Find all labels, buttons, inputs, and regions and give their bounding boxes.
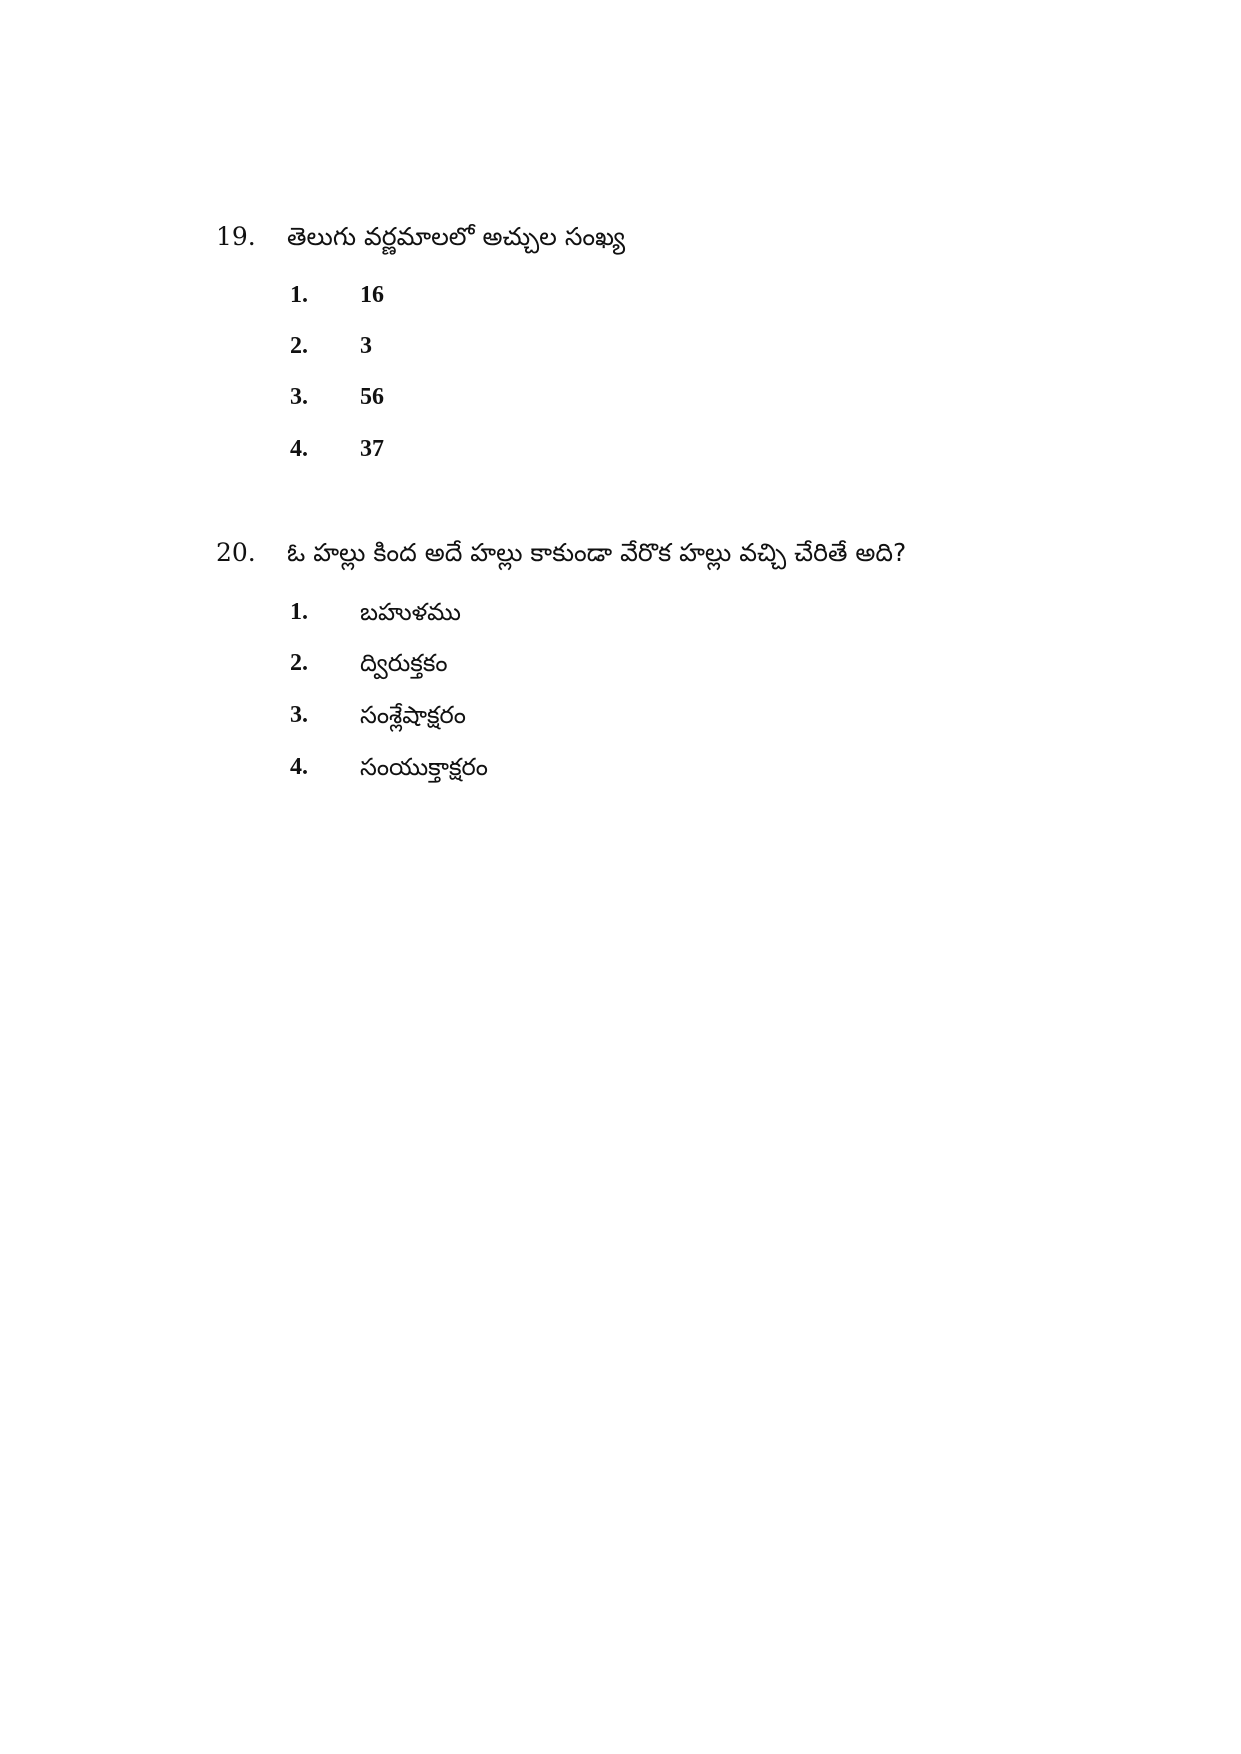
question-number: 20. [216, 538, 256, 567]
option-item [0, 597, 1241, 631]
option-item [0, 331, 1241, 365]
option-text: 16 [360, 282, 384, 308]
question-text: తెలుగు వర్ణమాలలో అచ్చుల సంఖ్య [287, 222, 626, 251]
option-item [0, 700, 1241, 734]
option-item [0, 382, 1241, 416]
option-text: బహుళము [360, 598, 461, 626]
option-text: 37 [360, 436, 384, 462]
option-number: 1. [290, 599, 308, 625]
option-item [0, 434, 1241, 468]
option-number: 2. [290, 333, 308, 359]
option-text: సంశ్లేషాక్షరం [360, 701, 466, 729]
option-text: 3 [360, 333, 372, 359]
option-number: 3. [290, 702, 308, 728]
option-item [0, 280, 1241, 314]
option-text: సంయుక్తాక్షరం [360, 753, 488, 781]
option-number: 3. [290, 384, 308, 410]
option-number: 2. [290, 650, 308, 676]
option-text: 56 [360, 384, 384, 410]
option-item [0, 752, 1241, 786]
option-item [0, 648, 1241, 682]
option-number: 4. [290, 436, 308, 462]
question-number: 19. [216, 222, 256, 251]
option-text: ద్విరుక్తకం [360, 649, 448, 677]
question-text: ఓ హల్లు కింద అదే హల్లు కాకుండా వేరొక హల్లు వచ్చి చేరితే అది? [287, 538, 907, 567]
option-number: 1. [290, 282, 308, 308]
option-number: 4. [290, 754, 308, 780]
